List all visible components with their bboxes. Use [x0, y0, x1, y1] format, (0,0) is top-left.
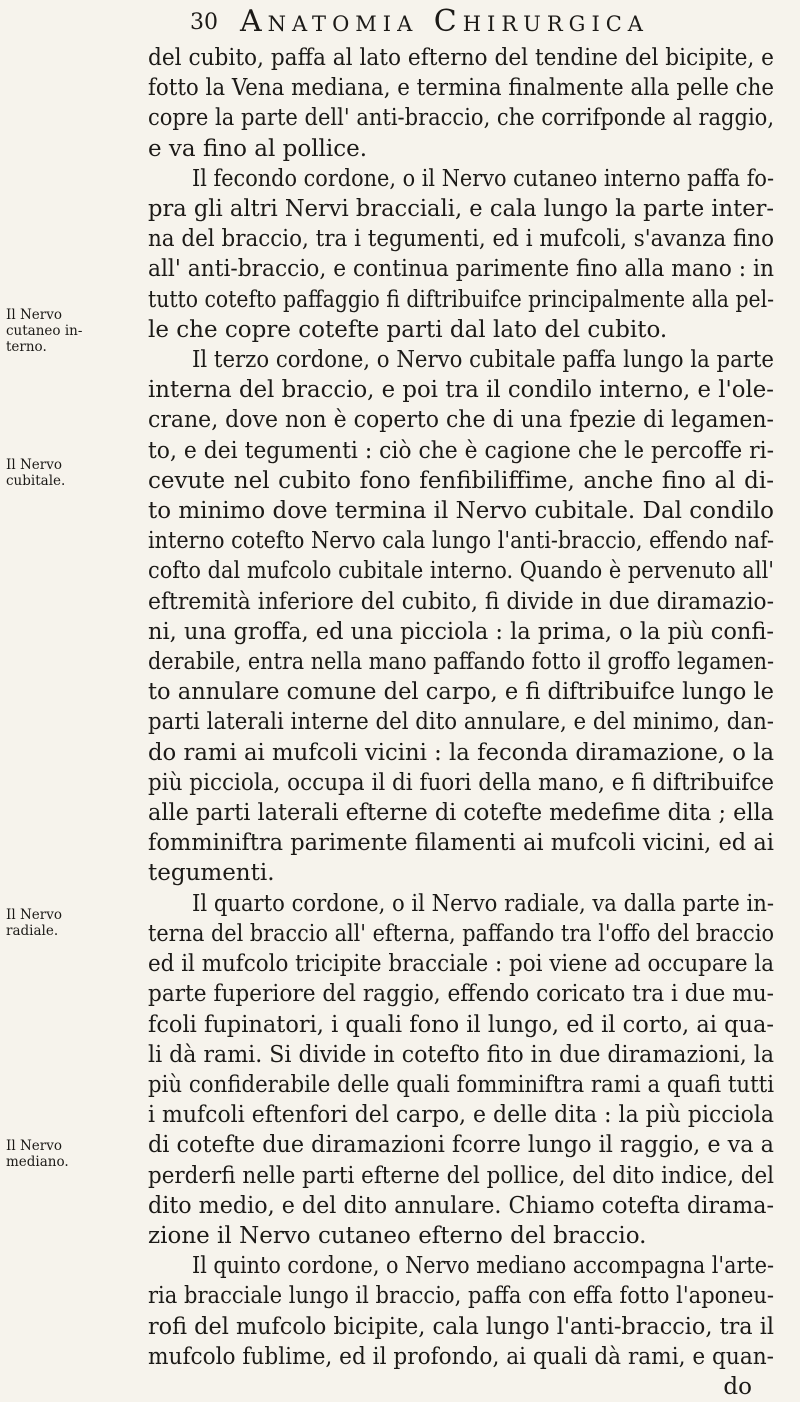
text-line-content: fcoli fupinatori, i quali fono il lungo, ed il corto, ai qua- — [148, 1011, 774, 1038]
margin-note-line: Il Nervo — [6, 907, 62, 923]
text-line — [148, 738, 774, 768]
text-line — [148, 828, 774, 858]
text-line-content: pra gli altri Nervi bracciali, e cala lungo la parte inter- — [148, 196, 774, 223]
margin-note-nervo-cubitale — [6, 457, 136, 489]
text-line — [148, 466, 774, 496]
text-line-content: rofi del mufcolo bicipite, cala lungo l'anti-braccio, tra il — [148, 1313, 774, 1340]
text-line-content: parte fuperiore del raggio, effendo coricato tra i due mu- — [148, 981, 774, 1008]
text-line — [148, 949, 774, 979]
text-line-content: eftremità inferiore del cubito, fi divide in due diramazio- — [148, 588, 774, 615]
text-line-content: Il quarto cordone, o il Nervo radiale, va dalla parte in- — [192, 890, 774, 917]
text-line-content: fotto la Vena mediana, e termina finalmente alla pelle che — [148, 75, 774, 102]
text-line — [148, 43, 774, 73]
text-line-content: parti laterali interne del dito annulare, e del minimo, dan- — [148, 709, 774, 736]
text-line — [148, 556, 774, 586]
text-line-content: perderfi nelle parti efterne del pollice, del dito indice, del — [148, 1162, 774, 1189]
text-line-content: più confiderabile delle quali fomminiftra rami a quafi tutti — [148, 1071, 774, 1098]
text-line — [148, 617, 774, 647]
text-line-content: più picciola, occupa il di fuori della mano, e fi diftribuifce — [148, 769, 774, 796]
text-line-content: mufcolo fublime, ed il profondo, ai quali dà rami, e quan- — [148, 1343, 774, 1370]
text-line-content: tutto cotefto paffaggio fi diftribuifce principalmente alla pel- — [148, 286, 774, 313]
text-line — [148, 496, 774, 526]
text-line — [148, 1100, 774, 1130]
text-line-content: fomminiftra parimente filamenti ai mufcoli vicini, ed ai — [148, 830, 774, 857]
text-line — [148, 1251, 774, 1281]
page-header — [190, 4, 750, 44]
text-line — [148, 889, 774, 919]
text-line-content: Il fecondo cordone, o il Nervo cutaneo interno paffa fo- — [192, 165, 774, 192]
text-line-content: alle parti laterali efterne di cotefte medefime dita ; ella — [148, 800, 774, 827]
text-line — [148, 254, 774, 284]
text-line-content: del cubito, paffa al lato efterno del tendine del bicipite, e — [148, 45, 774, 71]
text-line — [148, 707, 774, 737]
text-line-content: interna del braccio, e poi tra il condilo interno, e l'ole- — [148, 377, 774, 404]
text-line-content: Il terzo cordone, o Nervo cubitale paffa lungo la parte — [192, 347, 774, 374]
text-line-content: interno cotefto Nervo cala lungo l'anti-braccio, effendo naf- — [148, 528, 774, 555]
text-line-content: dito medio, e del dito annulare. Chiamo cotefta dirama- — [148, 1192, 774, 1219]
text-line — [148, 1281, 774, 1311]
margin-note-line: radiale. — [6, 923, 59, 939]
text-line-content: crane, dove non è coperto che di una fpezie di legamen- — [148, 407, 774, 434]
text-line — [148, 677, 774, 707]
text-line — [148, 375, 774, 405]
margin-note-nervo-cutaneo-interno — [6, 307, 136, 355]
margin-note-nervo-radiale — [6, 907, 136, 939]
body-text — [148, 43, 774, 1402]
margin-note-line: cubitale. — [6, 473, 66, 489]
text-line-content: derabile, entra nella mano paffando fotto il groffo legamen- — [148, 649, 774, 676]
text-line — [148, 526, 774, 556]
text-line — [148, 405, 774, 435]
text-line — [148, 1040, 774, 1070]
text-line — [148, 345, 774, 375]
text-line-content: all' anti-braccio, e continua parimente fino alla mano : in — [148, 256, 774, 283]
text-line-content: cevute nel cubito fono fenfibiliffime, anche fino al di- — [148, 467, 774, 494]
text-line — [148, 103, 774, 133]
text-line — [148, 194, 774, 224]
text-line — [148, 285, 774, 315]
page-number: 30 — [190, 10, 218, 35]
text-line — [148, 73, 774, 103]
text-line-content: terna del braccio all' efterna, paffando tra l'offo del braccio — [148, 920, 774, 947]
text-line-content: copre la parte dell' anti-braccio, che corrifponde al raggio, — [148, 105, 774, 132]
text-line-content: i mufcoli eftenfori del carpo, e delle dita : la più picciola — [148, 1102, 774, 1129]
text-line: do — [723, 1373, 752, 1400]
text-line — [148, 647, 774, 677]
text-line-content: to minimo dove termina il Nervo cubitale. Dal condilo — [148, 498, 774, 525]
text-line-content: ria bracciale lungo il braccio, paffa con effa fotto l'aponeu- — [148, 1283, 774, 1310]
text-line-content: do rami ai mufcoli vicini : la feconda diramazione, o la — [148, 739, 774, 766]
text-line — [148, 224, 774, 254]
text-line — [148, 1010, 774, 1040]
text-line — [148, 919, 774, 949]
text-line — [148, 1191, 774, 1221]
text-line-content: to, e dei tegumenti : ciò che è cagione che le percoffe ri- — [148, 437, 774, 464]
text-line: le che copre cotefte parti dal lato del cubito. — [148, 316, 668, 343]
text-line — [148, 436, 774, 466]
text-line: tegumenti. — [148, 860, 275, 887]
text-line — [148, 587, 774, 617]
text-line-content: di cotefte due diramazioni fcorre lungo il raggio, e va a — [148, 1132, 774, 1159]
text-line — [148, 1312, 774, 1342]
text-line — [148, 1130, 774, 1160]
margin-note-line: cutaneo in- — [6, 323, 83, 339]
text-line — [148, 979, 774, 1009]
text-line-content: to annulare comune del carpo, e fi diftribuifce lungo le — [148, 679, 774, 706]
text-line: zione il Nervo cutaneo efterno del braccio. — [148, 1222, 647, 1249]
margin-note-line: terno. — [6, 339, 47, 355]
text-line — [148, 1161, 774, 1191]
text-line-content: li dà rami. Si divide in cotefto fito in due diramazioni, la — [148, 1041, 774, 1068]
text-line — [148, 164, 774, 194]
margin-note-nervo-mediano — [6, 1138, 136, 1170]
text-line-content: Il quinto cordone, o Nervo mediano accompagna l'arte- — [192, 1253, 774, 1280]
text-line — [148, 798, 774, 828]
text-line-content: cofto dal mufcolo cubitale interno. Quando è pervenuto all' — [148, 558, 774, 585]
text-line-content: ed il mufcolo tricipite bracciale : poi viene ad occupare la — [148, 951, 774, 978]
text-line — [148, 1342, 774, 1372]
margin-note-line: mediano. — [6, 1154, 69, 1170]
text-line — [148, 1070, 774, 1100]
running-title: Anatomia Chirurgica — [240, 4, 649, 39]
text-line: e va fino al pollice. — [148, 135, 368, 162]
margin-note-line: Il Nervo — [6, 1138, 62, 1154]
margin-note-line: Il Nervo — [6, 457, 62, 473]
text-line-content: ni, una groffa, ed una picciola : la prima, o la più confi- — [148, 618, 774, 645]
text-line — [148, 768, 774, 798]
text-line-content: na del braccio, tra i tegumenti, ed i mufcoli, s'avanza fino — [148, 226, 774, 253]
margin-note-line: Il Nervo — [6, 307, 62, 323]
